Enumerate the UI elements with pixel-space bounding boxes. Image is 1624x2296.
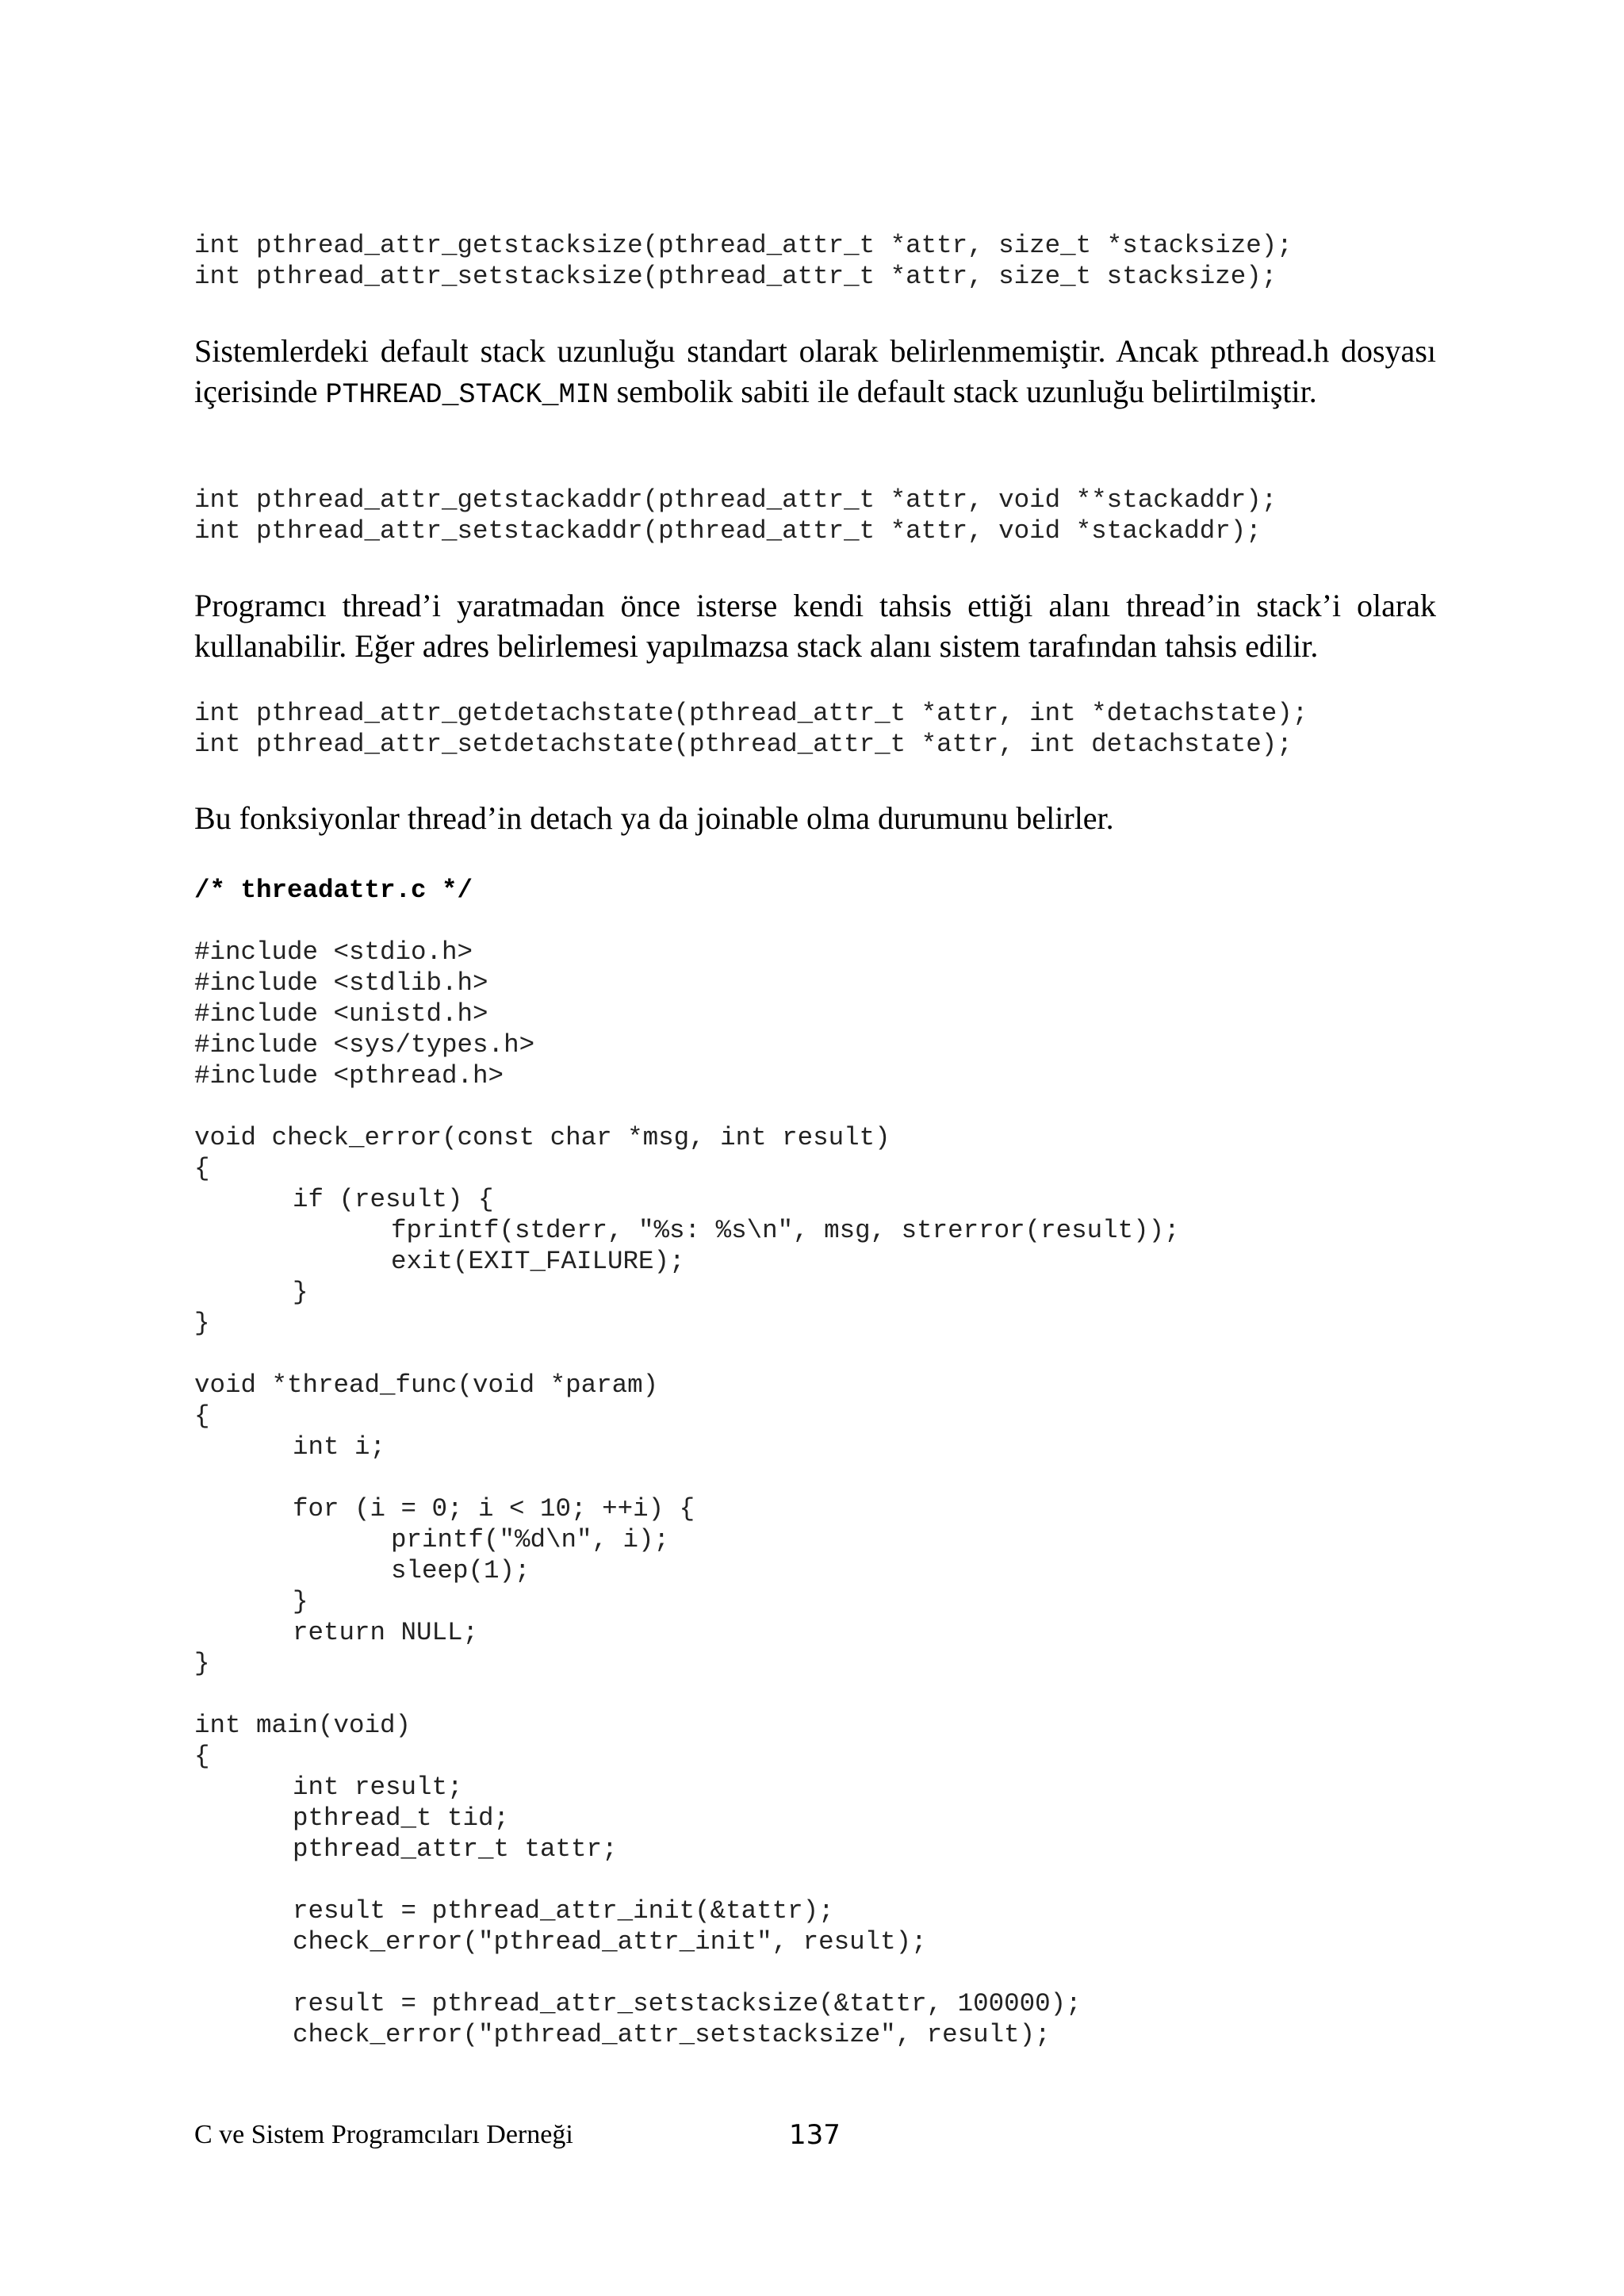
code-line: int pthread_attr_getdetachstate(pthread_attr_t *attr, int *detachstate); bbox=[194, 699, 1308, 728]
code-line: int pthread_attr_setstacksize(pthread_attr_t *attr, size_t stacksize); bbox=[194, 262, 1277, 291]
paragraph-text: sembolik sabiti ile default stack uzunluğu belirtilmiştir. bbox=[608, 374, 1317, 409]
code-line: { bbox=[194, 1742, 210, 1771]
code-line-blank bbox=[194, 1339, 1180, 1370]
inline-code-pthread-stack-min: PTHREAD_STACK_MIN bbox=[325, 379, 609, 411]
code-line: sleep(1); bbox=[391, 1556, 530, 1585]
code-line: void check_error(const char *msg, int result) bbox=[194, 1123, 891, 1152]
code-block-stackaddr bbox=[194, 485, 1277, 546]
code-line: int pthread_attr_getstackaddr(pthread_attr_t *attr, void **stackaddr); bbox=[194, 485, 1277, 515]
code-line: int pthread_attr_getstacksize(pthread_attr_t *attr, size_t *stacksize); bbox=[194, 231, 1293, 260]
code-line: { bbox=[194, 1401, 210, 1431]
code-line: exit(EXIT_FAILURE); bbox=[391, 1247, 685, 1276]
code-line-include: #include <stdio.h> bbox=[194, 937, 473, 967]
code-line-include: #include <sys/types.h> bbox=[194, 1030, 535, 1060]
page-number: 137 bbox=[789, 2119, 841, 2151]
code-line: void *thread_func(void *param) bbox=[194, 1370, 659, 1400]
code-line: printf("%d\n", i); bbox=[391, 1525, 670, 1554]
code-block-detachstate bbox=[194, 698, 1308, 760]
code-line: for (i = 0; i < 10; ++i) { bbox=[293, 1494, 695, 1524]
code-listing-threadattr bbox=[194, 937, 1180, 2050]
code-line-blank bbox=[194, 1865, 1180, 1895]
code-line-blank bbox=[194, 1679, 1180, 1710]
paragraph-stack-allocation: Programcı thread’i yaratmadan önce isterse kendi tahsis ettiği alanı thread’in stack’i olarak kullanabilir. Eğer adres belirlemesi yapılmazsa stack alanı sistem tarafından tahsis edilir. bbox=[194, 588, 1436, 664]
code-line: } bbox=[194, 1309, 210, 1338]
code-line: check_error("pthread_attr_init", result); bbox=[293, 1927, 927, 1957]
paragraph-detach-joinable: Bu fonksiyonlar thread’in detach ya da joinable olma durumunu belirler. bbox=[194, 800, 1114, 836]
code-line: } bbox=[293, 1278, 308, 1307]
code-line-include: #include <pthread.h> bbox=[194, 1061, 504, 1091]
code-line: if (result) { bbox=[293, 1185, 494, 1214]
code-line: result = pthread_attr_init(&tattr); bbox=[293, 1896, 834, 1926]
code-line-blank bbox=[194, 1091, 1180, 1122]
code-line: int i; bbox=[293, 1432, 386, 1462]
code-line: int result; bbox=[293, 1773, 463, 1802]
code-line: int main(void) bbox=[194, 1711, 412, 1740]
code-line: int pthread_attr_setdetachstate(pthread_attr_t *attr, int detachstate); bbox=[194, 730, 1293, 759]
code-line: return NULL; bbox=[293, 1618, 479, 1647]
code-line: { bbox=[194, 1154, 210, 1183]
code-line: int pthread_attr_setstackaddr(pthread_attr_t *attr, void *stackaddr); bbox=[194, 516, 1262, 546]
paragraph-default-stack bbox=[194, 331, 1436, 416]
code-line-blank bbox=[194, 1462, 1180, 1493]
code-block-stacksize bbox=[194, 230, 1293, 292]
code-line: pthread_attr_t tattr; bbox=[293, 1834, 618, 1864]
paragraph-text: Sistemlerdeki default stack uzunluğu standart olarak belirlenmemiştir. Ancak pthread.h dosyası içerisinde bbox=[194, 333, 1436, 409]
footer-organization: C ve Sistem Programcıları Derneği bbox=[194, 2120, 573, 2149]
code-line: } bbox=[194, 1649, 210, 1678]
code-line: pthread_t tid; bbox=[293, 1803, 510, 1833]
code-line: fprintf(stderr, "%s: %s\n", msg, strerror(result)); bbox=[391, 1216, 1180, 1245]
code-line: check_error("pthread_attr_setstacksize", result); bbox=[293, 2020, 1051, 2049]
code-line: } bbox=[293, 1587, 308, 1616]
code-line-include: #include <unistd.h> bbox=[194, 999, 488, 1029]
code-line-blank bbox=[194, 1957, 1180, 1988]
code-line-include: #include <stdlib.h> bbox=[194, 968, 488, 998]
listing-title: /* threadattr.c */ bbox=[194, 876, 473, 905]
code-line: result = pthread_attr_setstacksize(&tattr, 100000); bbox=[293, 1989, 1082, 2018]
